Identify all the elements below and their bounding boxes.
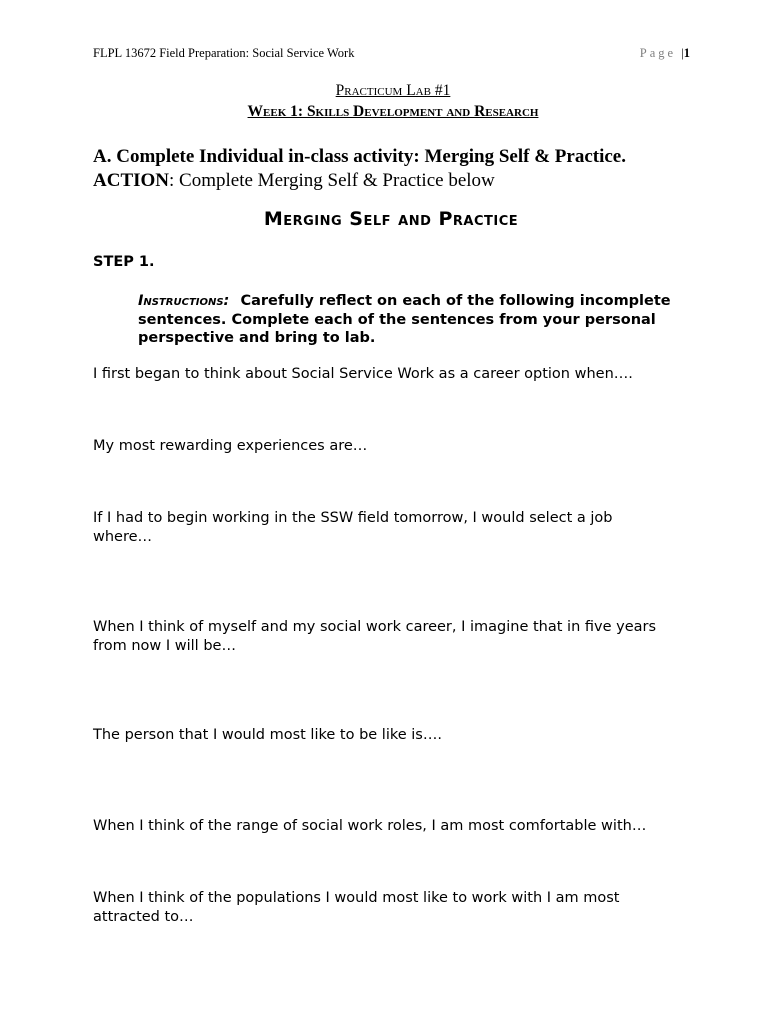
lab-title: Practicum Lab #1 bbox=[335, 82, 451, 99]
prompt-item: I first began to think about Social Service Work as a career option when…. bbox=[93, 366, 633, 382]
prompt-item: When I think of the populations I would most like to work with I am most attracted to… bbox=[93, 890, 620, 925]
page-separator: | bbox=[681, 46, 684, 60]
instructions-label: Instructions: bbox=[138, 293, 230, 309]
week-title: Week 1: Skills Development and Research bbox=[247, 103, 539, 120]
instructions-block bbox=[138, 292, 678, 348]
prompt-item: When I think of the range of social work roles, I am most comfortable with… bbox=[93, 818, 647, 834]
prompt-item: If I had to begin working in the SSW field tomorrow, I would select a job where… bbox=[93, 510, 613, 545]
action-label: ACTION bbox=[93, 170, 170, 191]
main-title: Merging Self and Practice bbox=[263, 208, 519, 230]
prompt-item: The person that I would most like to be like is…. bbox=[93, 727, 442, 743]
prompt-item: When I think of myself and my social work career, I imagine that in five years from now I will be… bbox=[93, 619, 657, 654]
action-text: : Complete Merging Self & Practice below bbox=[169, 170, 495, 191]
header-page-number bbox=[640, 46, 690, 61]
prompt-item: My most rewarding experiences are… bbox=[93, 438, 368, 454]
header-course-title: FLPL 13672 Field Preparation: Social Service Work bbox=[93, 46, 355, 60]
page-number: 1 bbox=[683, 46, 690, 60]
action-line bbox=[93, 170, 495, 192]
step-heading: STEP 1. bbox=[93, 254, 155, 270]
page-label: Page bbox=[639, 46, 677, 60]
instructions-text: Carefully reflect on each of the following incomplete sentences. Complete each of the sentences from your personal perspective and bring to lab. bbox=[138, 293, 671, 346]
section-a-heading: A. Complete Individual in-class activity: Merging Self & Practice. bbox=[93, 146, 626, 167]
